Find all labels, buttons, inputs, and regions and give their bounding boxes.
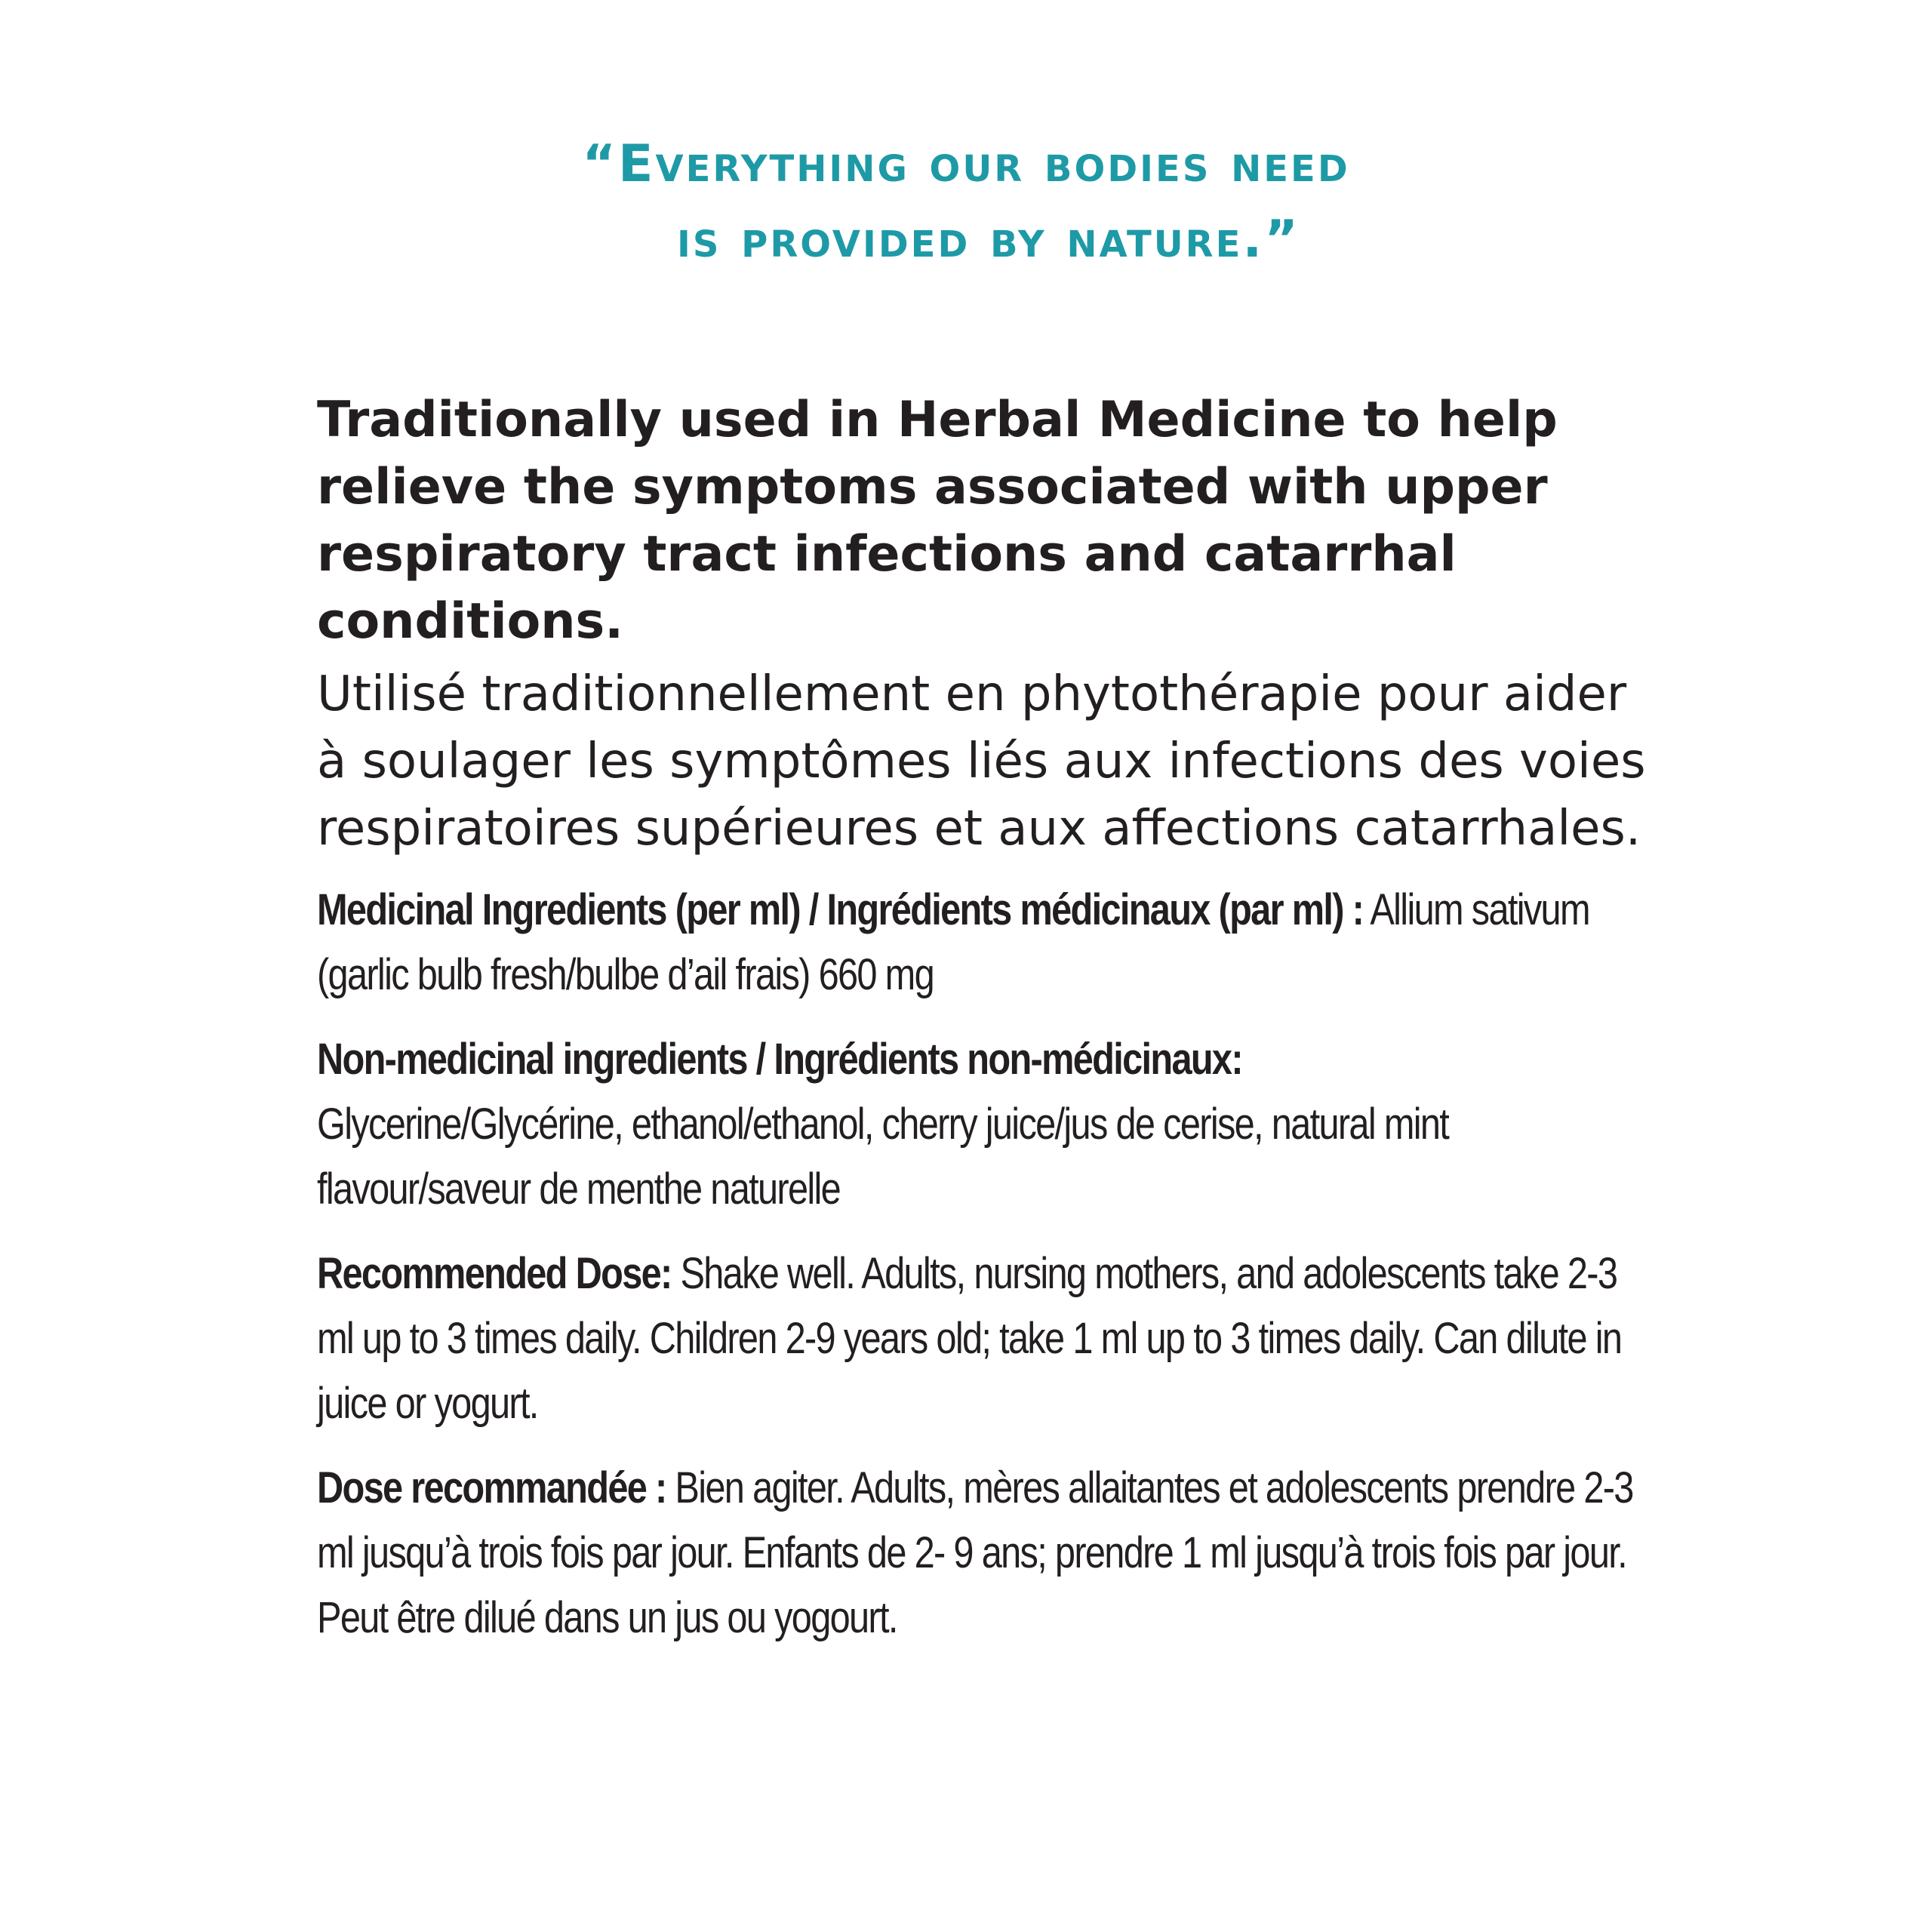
claim-french: Utilisé traditionnellement en phytothérapie pour aider à soulager les symptômes liés aux infections des voies respiratoires supérieures et aux affections catarrhales. [317,666,1646,857]
non-medicinal-ingredients-label: Non-medicinal ingredients / Ingrédients non-médicinaux: [317,1035,1242,1084]
recommended-dose [317,1241,1661,1436]
tagline-line-2: is provided by nature.” [677,210,1300,269]
dose-recommandee [317,1456,1661,1651]
recommended-dose-label: Recommended Dose: [317,1249,672,1298]
dose-recommandee-label: Dose recommandée : [317,1463,666,1512]
tagline-quote [0,127,1932,278]
medicinal-ingredients-label: Medicinal Ingredients (per ml) / Ingrédients médicinaux (par ml) : [317,885,1364,934]
medicinal-ingredients-text: Allium sativum (garlic bulb fresh/bulbe d’ail frais) 660 mg [317,885,1589,999]
recommended-dose-text: Shake well. Adults, nursing mothers, and adolescents take 2-3 ml up to 3 times daily. Children 2-9 years old; take 1 ml up to 3 times daily. Can dilute in juice or yogurt. [317,1249,1622,1428]
non-medicinal-ingredients-text: Glycerine/Glycérine, ethanol/ethanol, cherry juice/jus de cerise, natural mint flavour/saveur de menthe naturelle [317,1100,1449,1214]
label-body [317,386,1660,1651]
claim-english: Traditionally used in Herbal Medicine to help relieve the symptoms associated with upper respiratory tract infections and catarrhal conditions. [317,392,1558,650]
medicinal-ingredients [317,878,1661,1008]
dose-recommandee-text: Bien agiter. Adults, mères allaitantes et adolescents prendre 2-3 ml jusqu’à trois fois par jour. Enfants de 2- 9 ans; prendre 1 ml jusqu’à trois fois par jour. Peut être dilué dans un jus ou yogourt. [317,1463,1633,1642]
non-medicinal-ingredients [317,1027,1661,1222]
tagline-line-1: “Everything our bodies need [582,134,1350,194]
